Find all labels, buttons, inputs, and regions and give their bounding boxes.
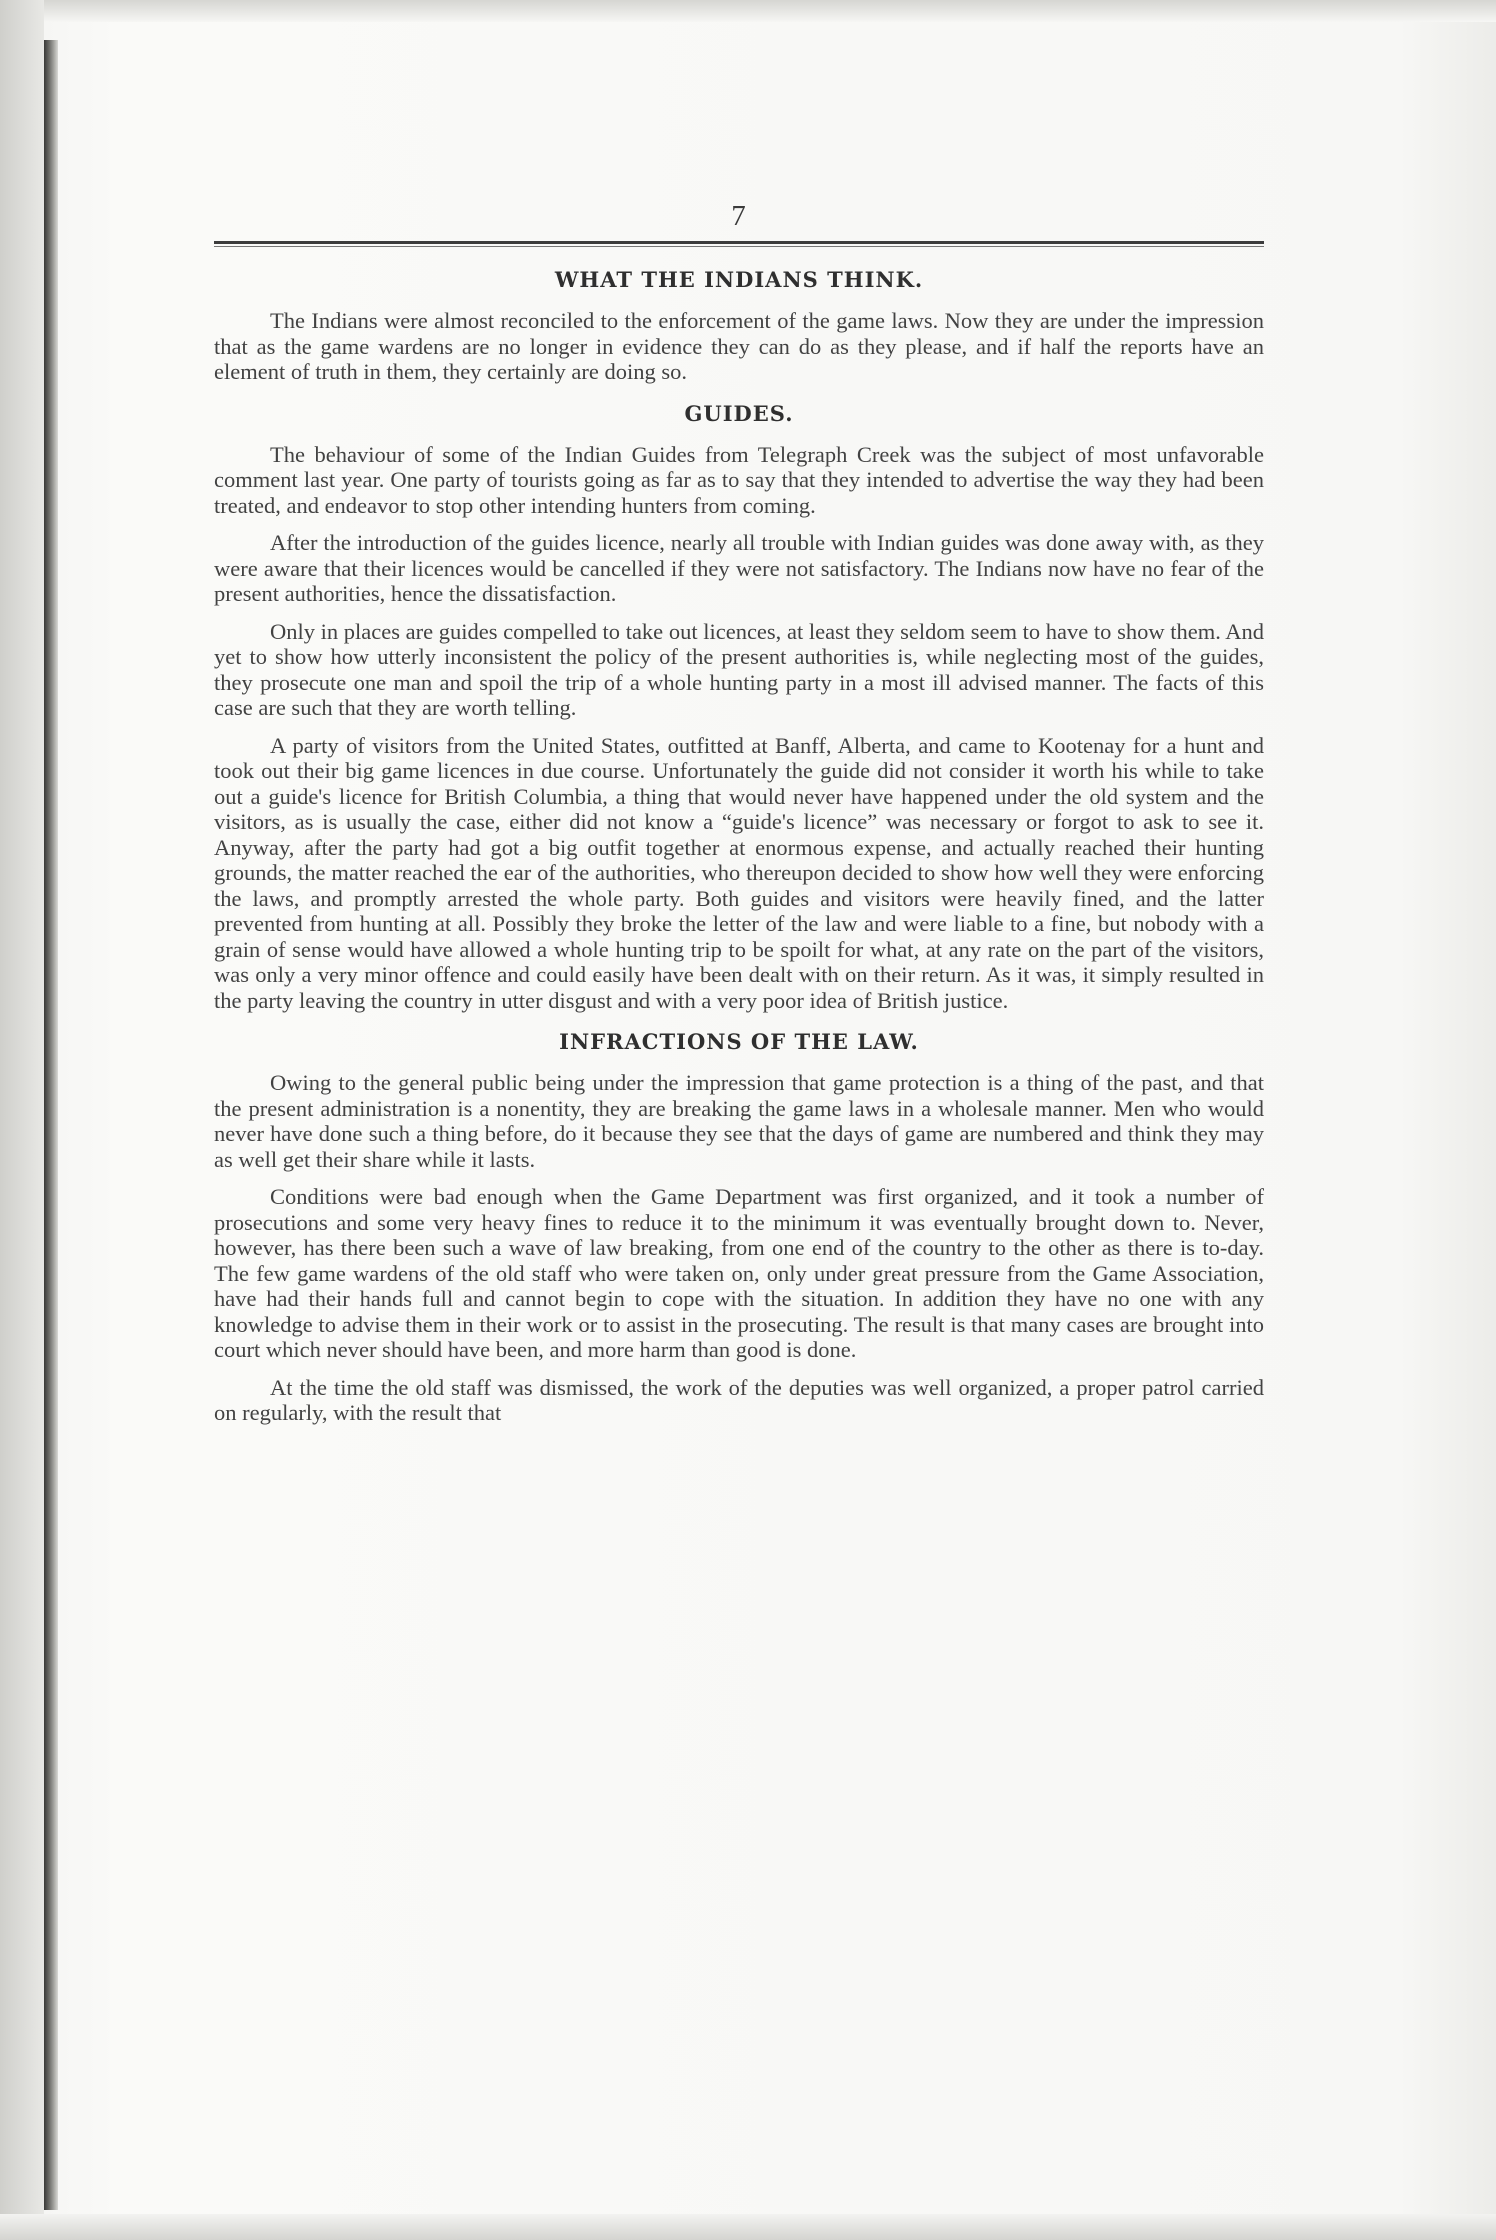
- paragraph: Owing to the general public being under the impression that game protection is a thing of the past, and that the present administration is a nonentity, they are breaking the game laws in a wholesale manner. Men who would never have done such a thing before, do it because they see that the days of game are numbered and think they may as well get their share while it lasts.: [214, 1070, 1264, 1172]
- paragraph: The behaviour of some of the Indian Guides from Telegraph Creek was the subject of most unfavorable comment last year. One party of tourists going as far as to say that they intended to advertise the way they had been treated, and endeavor to stop other intending hunters from coming.: [214, 441, 1264, 518]
- header-rule: [214, 241, 1264, 247]
- section-heading: INFRACTIONS OF THE LAW.: [559, 1029, 919, 1054]
- section-heading: GUIDES.: [684, 400, 794, 426]
- page-bottom-edge: [0, 2214, 1496, 2240]
- paragraph: After the introduction of the guides licence, nearly all trouble with Indian guides was done away with, as they were aware that their licences would be cancelled if they were not satisfactory. The Indians now have no fear of the present authorities, hence the dissatisfaction.: [214, 530, 1264, 606]
- paragraph: Only in places are guides compelled to take out licences, at least they seldom seem to have to show them. And yet to show how utterly inconsistent the policy of the present authorities is, while neglecting most of the guides, they prosecute one man and spoil the trip of a whole hunting party in a most ill advised manner. The facts of this case are such that they are worth telling.: [214, 618, 1264, 720]
- section-infractions: [214, 1029, 1264, 1426]
- section-guides: [214, 401, 1264, 1014]
- page-body: [214, 190, 1264, 1438]
- paragraph: Conditions were bad enough when the Game Department was first organized, and it took a number of prosecutions and some very heavy fines to reduce it to the minimum it was eventually brought down to. Never, however, has there been such a wave of law breaking, from one end of the country to the other as there is to-day. The few game wardens of the old staff who were taken on, only under great pressure from the Game Association, have had their hands full and cannot begin to cope with the situation. In addition they have no one with any knowledge to advise them in their work or to assist in the prosecuting. The result is that many cases are brought into court which never should have been, and more harm than good is done.: [214, 1184, 1264, 1362]
- page-number: 7: [731, 200, 747, 232]
- section-indians-think: [214, 267, 1264, 385]
- page-top-edge: [0, 0, 1496, 22]
- paragraph: At the time the old staff was dismissed, the work of the deputies was well organized, a proper patrol carried on regularly, with the result that: [214, 1374, 1264, 1425]
- binding-shadow: [0, 0, 44, 2240]
- book-binding-edge: [44, 40, 58, 2210]
- paragraph: A party of visitors from the United States, outfitted at Banff, Alberta, and came to Kootenay for a hunt and took out their big game licences in due course. Unfortunately the guide did not consider it worth his while to take out a guide's licence for British Columbia, a thing that would never have happened under the old system and the visitors, as is usually the case, either did not know a “guide's licence” was necessary or forgot to ask to see it. Anyway, after the party had got a big outfit together at enormous expense, and actually reached their hunting grounds, the matter reached the ear of the authorities, who thereupon decided to show how well they were enforcing the laws, and promptly arrested the whole party. Both guides and visitors were heavily fined, and the latter prevented from hunting at all. Possibly they broke the letter of the law and were liable to a fine, but nobody with a grain of sense would have allowed a whole hunting trip to be spoilt for what, at any rate on the part of the visitors, was only a very minor offence and could easily have been dealt with on their return. As it was, it simply resulted in the party leaving the country in utter disgust and with a very poor idea of British justice.: [214, 732, 1264, 1013]
- section-heading: WHAT THE INDIANS THINK.: [554, 267, 924, 292]
- paragraph: The Indians were almost reconciled to the enforcement of the game laws. Now they are under the impression that as the game wardens are no longer in evidence they can do as they please, and if half the reports have an element of truth in them, they certainly are doing so.: [214, 308, 1264, 384]
